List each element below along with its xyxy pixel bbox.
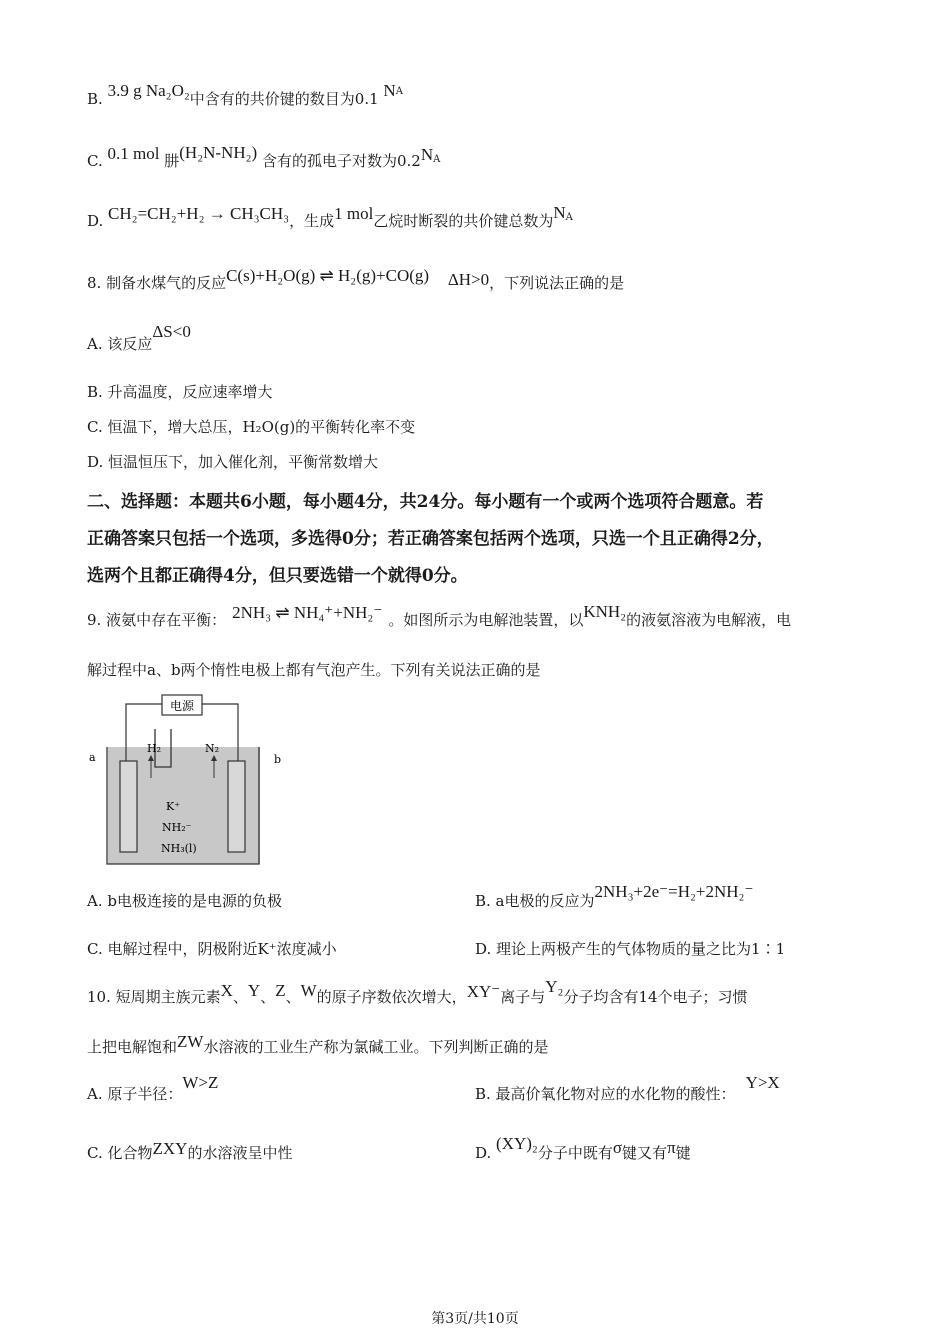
section2-line3: 选两个且都正确得4分，但只要选错一个就得0分。 — [87, 566, 468, 586]
q9-option-c: C. 电解过程中，阴极附近K⁺浓度减小 — [87, 940, 337, 958]
gas-h2: H₂ — [147, 742, 162, 755]
ion-nh2: NH₂⁻ — [162, 821, 192, 834]
q9-stem-line2: 解过程中a、b两个惰性电极上都有气泡产生。下列有关说法正确的是 — [87, 661, 541, 679]
q10-option-d: D. (XY)₂分子中既有σ键又有π键 — [475, 1134, 691, 1162]
q10-option-a: A. 原子半径：W>Z — [87, 1073, 219, 1103]
q8-option-c: C. 恒温下，增大总压，H₂O(g)的平衡转化率不变 — [87, 418, 416, 436]
electrode-a — [120, 761, 137, 852]
power-source-label: 电源 — [169, 699, 195, 713]
electrolysis-cell-diagram — [87, 690, 297, 866]
q9-option-b: B. a电极的反应为2NH₃+2e⁻=H₂+2NH₂⁻ — [475, 882, 754, 910]
q9-option-d: D. 理论上两极产生的气体物质的量之比为1∶1 — [475, 940, 786, 958]
q8-option-d: D. 恒温恒压下，加入催化剂，平衡常数增大 — [87, 453, 379, 471]
ion-nh3: NH₃(l) — [161, 842, 197, 855]
q10-option-c: C. 化合物ZXY的水溶液呈中性 — [87, 1139, 293, 1162]
label-a: a — [89, 751, 96, 764]
section2-line2: 正确答案只包括一个选项，多选得0分；若正确答案包括两个选项，只选一个且正确得2分， — [87, 529, 774, 549]
q9-stem-line1: 9. 液氨中存在平衡： 2NH₃ ⇌ NH₄⁺+NH₂⁻ 。如图所示为电解池装置，以KNH₂的液氨溶液为电解液，电 — [87, 602, 792, 629]
q10-stem-line2: 上把电解饱和ZW水溶液的工业生产称为氯碱工业。下列判断正确的是 — [87, 1032, 549, 1056]
q7-option-b: B. 3.9 g Na₂O₂中含有的共价键的数目为0.1 $N^A$ — [87, 81, 403, 108]
section2-line1: 二、选择题：本题共6小题，每小题4分，共24分。每小题有一个或两个选项符合题意。若 — [87, 492, 764, 512]
q10-option-b: B. 最高价氧化物对应的水化物的酸性：Y>X — [475, 1073, 780, 1103]
q8-option-b: B. 升高温度，反应速率增大 — [87, 383, 273, 401]
q10-stem-line1: 10. 短周期主族元素X、Y、Z、W的原子序数依次增大，XY⁻离子与Y₂分子均含有14个电子；习惯 — [87, 977, 748, 1006]
label-b: b — [274, 753, 282, 766]
page-footer: 第3页/共10页 — [431, 1311, 519, 1327]
q7-option-c: C. 0.1 mol 肼(H₂N-NH₂) 含有的孤电子对数为$0.2N^A$ — [87, 143, 441, 170]
q7-option-d: D. CH₂=CH₂+H₂ → CH₃CH₃，生成1 mol乙烷时断裂的共价键总数为$N^A$ — [87, 203, 573, 230]
q9-option-a: A. b电极连接的是电源的负极 — [87, 892, 282, 910]
gas-n2: N₂ — [205, 742, 220, 755]
q8-stem: 8. 制备水煤气的反应C(s)+H₂O(g) ⇌ H₂(g)+CO(g) ΔH>0，下列说法正确的是 — [87, 266, 625, 292]
electrode-b — [228, 761, 245, 852]
ion-k: K⁺ — [166, 800, 181, 813]
q8-option-a: A. 该反应ΔS<0 — [87, 322, 191, 353]
